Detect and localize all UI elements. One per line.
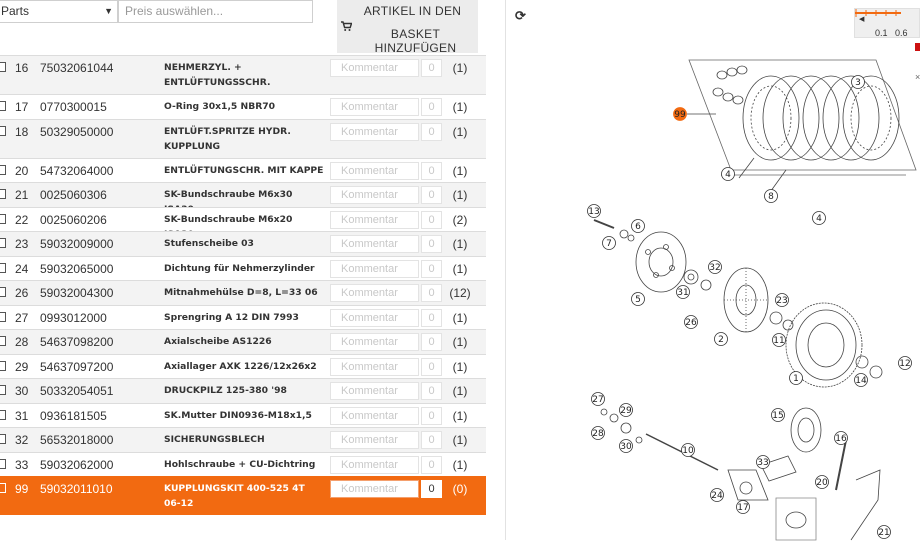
row-count: (1)	[452, 163, 468, 178]
callout-label: 14	[855, 376, 867, 386]
row-checkbox[interactable]	[0, 434, 6, 444]
row-count: (1)	[452, 124, 468, 139]
row-quantity-input[interactable]: 0	[421, 309, 442, 327]
row-part-number: 59032009000	[40, 237, 114, 251]
row-part-number: 54637097200	[40, 359, 114, 374]
row-description: Axiallager AXK 1226/12x26x2	[164, 360, 317, 372]
row-position: 24	[15, 261, 29, 276]
row-checkbox[interactable]	[0, 101, 6, 111]
callout-label: 20	[816, 478, 828, 488]
row-comment-input[interactable]: Kommentar	[330, 358, 419, 376]
row-quantity-input[interactable]: 0	[421, 431, 442, 449]
row-part-number: 54732064000	[40, 163, 114, 178]
row-count: (1)	[452, 261, 468, 276]
callout-label: 4	[725, 170, 731, 180]
table-row[interactable]	[0, 452, 486, 477]
exploded-diagram[interactable]	[506, 0, 920, 552]
callout-label: 21	[878, 528, 890, 538]
row-position: 22	[15, 212, 29, 227]
table-row[interactable]	[0, 354, 486, 379]
row-checkbox[interactable]	[0, 62, 6, 72]
row-comment-input[interactable]: Kommentar	[330, 59, 419, 77]
row-part-number: 0025060206	[40, 212, 107, 227]
row-position: 20	[15, 163, 29, 178]
row-part-number: 50332054051	[40, 384, 114, 398]
row-count: (1)	[452, 335, 468, 349]
row-comment-input[interactable]: Kommentar	[330, 284, 419, 302]
table-row[interactable]	[0, 55, 486, 94]
callout-label: 33	[757, 458, 769, 468]
row-description: Hohlschraube + CU-Dichtring	[164, 458, 316, 470]
row-part-number: 0936181505	[40, 408, 107, 423]
row-quantity-input[interactable]: 0	[421, 211, 442, 229]
chevron-down-icon: ▼	[104, 6, 113, 16]
row-quantity-input[interactable]: 0	[421, 186, 442, 204]
row-count: (1)	[452, 359, 468, 374]
row-position: 99	[15, 482, 29, 496]
zoom-label-max: 0.6	[895, 28, 908, 38]
row-position: 32	[15, 433, 29, 447]
callout-label: 16	[835, 434, 847, 444]
row-part-number: 59032011010	[40, 482, 113, 496]
row-count: (1)	[452, 433, 468, 447]
table-row[interactable]	[0, 329, 486, 354]
callout-label: 8	[768, 192, 774, 202]
row-description: Dichtung für Nehmerzylinder	[164, 262, 315, 274]
callout-label: 29	[620, 406, 632, 416]
table-row[interactable]	[0, 403, 486, 428]
row-quantity-input[interactable]: 0	[421, 123, 442, 141]
row-part-number: 0770300015	[40, 100, 107, 114]
row-position: 31	[15, 408, 29, 423]
callout-label: 7	[606, 239, 612, 249]
row-count: (12)	[449, 286, 471, 300]
callout-label: 26	[685, 318, 697, 328]
row-count: (2)	[452, 212, 468, 227]
row-comment-input[interactable]: Kommentar	[330, 456, 419, 474]
row-comment-input[interactable]: Kommentar	[330, 186, 419, 204]
table-row[interactable]	[0, 427, 486, 452]
row-count: (1)	[452, 100, 468, 114]
row-position: 33	[15, 457, 29, 472]
parts-select[interactable]	[0, 0, 118, 23]
row-part-number: 59032062000	[40, 457, 114, 472]
row-checkbox[interactable]	[0, 126, 6, 136]
callout-label: 99	[674, 110, 686, 120]
table-row[interactable]	[0, 207, 486, 232]
row-comment-input[interactable]: Kommentar	[330, 123, 419, 141]
row-description: Mitnahmehülse D=8, L=33 06	[164, 287, 318, 298]
row-comment-input[interactable]: Kommentar	[330, 382, 419, 400]
row-count: (1)	[452, 61, 468, 75]
row-count: (0)	[452, 482, 468, 496]
row-count: (1)	[452, 457, 468, 472]
callout-label: 17	[737, 503, 749, 513]
row-part-number: 75032061044	[40, 61, 114, 75]
row-description: NEHMERZYL. + ENTLÜFTUNGSSCHR.	[164, 62, 271, 88]
row-description: ENTLÜFTUNGSCHR. MIT KAPPE	[164, 164, 324, 176]
add-basket-label-line1: ARTIKEL IN DEN	[363, 4, 462, 18]
zoom-label-min: 0.1	[875, 28, 888, 38]
row-quantity-input[interactable]: 0	[421, 456, 442, 474]
row-position: 27	[15, 310, 29, 325]
row-checkbox[interactable]	[0, 459, 6, 469]
row-description: SK.Mutter DIN0936-M18x1,5	[164, 409, 312, 421]
callout-label: 12	[899, 359, 911, 369]
row-comment-input[interactable]: Kommentar	[330, 431, 419, 449]
row-comment-input[interactable]: Kommentar	[330, 333, 419, 351]
row-count: (1)	[452, 310, 468, 325]
row-checkbox[interactable]	[0, 410, 6, 420]
table-row[interactable]	[0, 231, 486, 256]
callout-label: 23	[776, 296, 788, 306]
table-row[interactable]	[0, 280, 486, 305]
row-part-number: 0025060306	[40, 188, 107, 202]
row-position: 30	[15, 384, 29, 398]
close-icon[interactable]: ×	[915, 72, 920, 82]
callout-label: 10	[682, 446, 694, 456]
row-part-number: 56532018000	[40, 433, 114, 447]
parts-table	[0, 55, 486, 515]
callout-label: 30	[620, 442, 632, 452]
callout-label: 5	[635, 295, 641, 305]
callout-label: 11	[773, 336, 785, 346]
row-comment-input[interactable]: Kommentar	[330, 98, 419, 116]
table-row[interactable]	[0, 476, 486, 515]
row-description: Axialscheibe AS1226	[164, 336, 272, 347]
row-position: 28	[15, 335, 29, 349]
price-select[interactable]	[118, 0, 313, 23]
callout-label: 24	[711, 491, 723, 501]
row-description: DRUCKPILZ 125-380 '98	[164, 385, 287, 396]
callout-label: 2	[718, 335, 724, 345]
row-part-number: 50329050000	[40, 124, 114, 139]
row-comment-input[interactable]: Kommentar	[330, 480, 419, 498]
row-description: ENTLÜFT.SPRITZE HYDR. KUPPLUNG	[164, 125, 291, 152]
row-quantity-input[interactable]: 0	[421, 235, 442, 253]
row-quantity-input[interactable]: 0	[421, 333, 442, 351]
callout-label: 27	[592, 395, 604, 405]
row-description: SK-Bundschraube M6x30	[164, 189, 293, 200]
row-quantity-input[interactable]: 0	[421, 260, 442, 278]
refresh-icon[interactable]: ⟳	[515, 8, 526, 23]
row-checkbox[interactable]	[0, 238, 6, 248]
row-description: O-Ring 30x1,5 NBR70	[164, 101, 276, 112]
callout-label: 1	[793, 374, 799, 384]
row-checkbox[interactable]	[0, 361, 6, 371]
table-row[interactable]	[0, 256, 486, 281]
diagram-drawing	[506, 0, 920, 552]
row-checkbox[interactable]	[0, 287, 6, 297]
row-description: SICHERUNGSBLECH	[164, 434, 265, 445]
row-checkbox[interactable]	[0, 214, 6, 224]
row-count: (1)	[452, 237, 468, 251]
row-comment-input[interactable]: Kommentar	[330, 162, 419, 180]
row-quantity-input[interactable]: 0	[421, 98, 442, 116]
table-row[interactable]	[0, 158, 486, 183]
row-comment-input[interactable]: Kommentar	[330, 407, 419, 425]
row-part-number: 54637098200	[40, 335, 114, 349]
table-row[interactable]	[0, 182, 486, 207]
row-quantity-input[interactable]: 0	[421, 407, 442, 425]
row-quantity-input[interactable]: 0	[421, 358, 442, 376]
callout-label: 6	[635, 222, 641, 232]
row-checkbox[interactable]	[0, 385, 6, 395]
add-to-basket-button[interactable]	[337, 0, 478, 53]
row-comment-input[interactable]: Kommentar	[330, 309, 419, 327]
row-description: Sprengring A 12 DIN 7993	[164, 311, 299, 323]
row-comment-input[interactable]: Kommentar	[330, 260, 419, 278]
table-row[interactable]	[0, 305, 486, 330]
row-quantity-input[interactable]: 0	[421, 59, 442, 77]
row-position: 17	[15, 100, 29, 114]
row-count: (1)	[452, 384, 468, 398]
row-description: SK-Bundschraube M6x20	[164, 213, 293, 225]
callout-label: 32	[709, 263, 721, 273]
row-quantity-input[interactable]: 0	[421, 382, 442, 400]
row-position: 18	[15, 124, 29, 139]
row-quantity-input[interactable]: 0	[421, 284, 442, 302]
caret-left-icon[interactable]: ◀	[859, 16, 865, 23]
row-part-number: 0993012000	[40, 310, 107, 325]
table-row[interactable]	[0, 378, 486, 403]
row-checkbox[interactable]	[0, 312, 6, 322]
row-count: (1)	[452, 408, 468, 423]
row-position: 16	[15, 61, 29, 75]
row-checkbox[interactable]	[0, 189, 6, 199]
callout-label: 4	[816, 214, 822, 224]
row-checkbox[interactable]	[0, 165, 6, 175]
row-checkbox[interactable]	[0, 336, 6, 346]
row-comment-input[interactable]: Kommentar	[330, 211, 419, 229]
row-quantity-input[interactable]: 0	[421, 162, 442, 180]
price-select-placeholder: Preis auswählen...	[125, 4, 224, 18]
row-checkbox[interactable]	[0, 483, 6, 493]
row-position: 29	[15, 359, 29, 374]
row-part-number: 59032065000	[40, 261, 114, 276]
callout-label: 28	[592, 429, 604, 439]
row-description: Stufenscheibe 03	[164, 238, 254, 249]
callout-label: 13	[588, 207, 600, 217]
row-position: 26	[15, 286, 29, 300]
row-count: (1)	[452, 188, 468, 202]
row-part-number: 59032004300	[40, 286, 114, 300]
add-basket-label-line2: BASKET HINZUFÜGEN	[374, 27, 457, 55]
row-position: 21	[15, 188, 29, 202]
table-row[interactable]	[0, 94, 486, 119]
row-description: KUPPLUNGSKIT 400-525 4T 06-12	[164, 483, 305, 509]
row-quantity-input[interactable]: 0	[421, 480, 442, 498]
callout-label: 31	[677, 288, 689, 298]
callout-label: 3	[855, 78, 861, 88]
row-position: 23	[15, 237, 29, 251]
row-checkbox[interactable]	[0, 263, 6, 273]
parts-select-value: Parts	[1, 4, 30, 18]
callout-label: 15	[772, 411, 784, 421]
row-comment-input[interactable]: Kommentar	[330, 235, 419, 253]
table-row[interactable]	[0, 119, 486, 158]
